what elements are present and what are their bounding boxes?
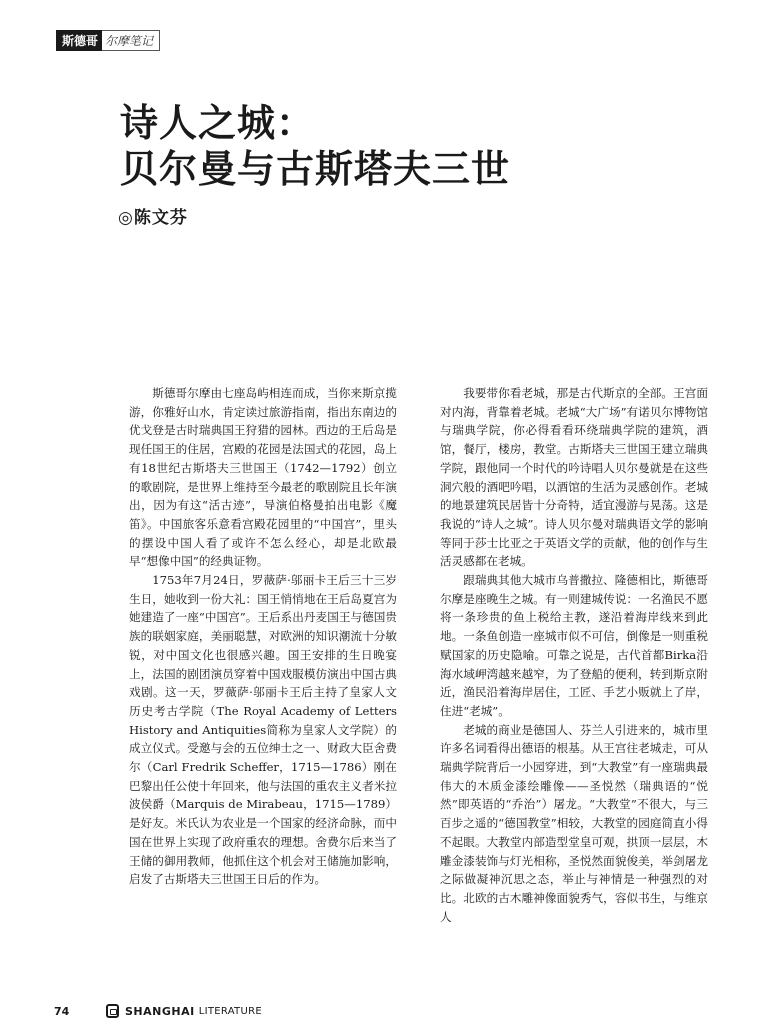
article-title-line-1: 诗人之城： <box>120 100 316 145</box>
journal-logo-icon <box>106 1004 119 1018</box>
page-footer <box>54 1001 354 1021</box>
section-label-light: 尔摩笔记 <box>102 30 160 51</box>
paragraph: 跟瑞典其他大城市乌普撒拉、隆德相比，斯德哥尔摩是座晚生之城。有一则建城传说：一名渔民不愿将一条珍贵的鱼上税给主教，遂沿着海岸线来到此地。一条鱼创造一座城市似不可信，倒像是一则重税赋国家的历史隐喻。可靠之说是，古代首都Birka沿海水域岬湾越来越窄，为了登船的便利，转到斯京附近，渔民沿着海岸居住，工匠、手艺小贩就上了岸，住进“老城”。 <box>440 573 708 718</box>
paragraph: 斯德哥尔摩由七座岛屿相连而成，当你来斯京揽游，你雅好山水，肯定读过旅游指南，指出东南边的优戈登是古时瑞典国王狩猎的园林。西边的王后岛是现任国王的住居，宫殿的花园是法国式的花园，岛上有18世纪古斯塔夫三世国王（1742—1792）创立的歌剧院，是世界上维持至今最老的歌剧院且长年演出，因为有这“活古迹”，导演伯格曼拍出电影《魔笛》。中国旅客乐意看宫殿花园里的“中国宫”，里头的摆设中国人看了或许不怎么经心，却是北欧最早“想像中国”的经典证物。 <box>129 386 397 569</box>
article-title-line-2: 贝尔曼与古斯塔夫三世 <box>120 146 511 191</box>
section-header <box>56 30 160 50</box>
paragraph: 1753年7月24日，罗薇萨·邬丽卡王后三十三岁生日，她收到一份大礼：国王悄悄地在王后岛夏宫为她建造了一座“中国宫”。王后系出丹麦国王与德国贵族的联姻家庭，美丽聪慧，对欧洲的知识潮流十分敏锐，对中国文化也很感兴趣。国王安排的生日晚宴上，法国的剧团演员穿着中国戏服模仿演出中国古典戏剧。这一天，罗薇萨·邬丽卡王后主持了皇家人文历史考古学院（The Royal Academy of Letters History and Antiquities简称为皇家人文学院）的成立仪式。受邀与会的五位绅士之一、财政大臣舍费尔（Carl Fredrik Scheffer，1715—1786）刚在巴黎出任公使十年回来，他与法国的重农主义者米拉波侯爵（Marquis de Mirabeau，1715—1789）是好友。米氏认为农业是一个国家的经济命脉，而中国在世界上实现了政府重农的理想。舍费尔后来当了王储的御用教师，他抓住这个机会对王储施加影响，启发了古斯塔夫三世国王日后的作为。 <box>129 573 397 887</box>
article-author: ◎陈文芬 <box>118 208 188 228</box>
article-title <box>120 100 510 192</box>
paragraph: 我要带你看老城，那是古代斯京的全部。王宫面对内海，背靠着老城。老城“大广场”有诺贝尔博物馆与瑞典学院，你必得看看环绕瑞典学院的建筑，酒馆，餐厅，楼房，教堂。古斯塔夫三世国王建立瑞典学院，跟他同一个时代的吟诗唱人贝尔曼就是在这些洞穴般的酒吧吟唱，以酒馆的生活为灵感创作。老城的地景建筑民居皆十分奇特，适宜漫游与晃荡。这是我说的“诗人之城”。诗人贝尔曼对瑞典语文学的影响等同于莎士比亚之于英语文学的贡献，他的创作与生活灵感都在老城。 <box>440 386 708 569</box>
paragraph: 老城的商业是德国人、芬兰人引进来的，城市里许多名词看得出德语的根基。从王宫往老城走，可从瑞典学院背后一小园穿进，到“大教堂”有一座瑞典最伟大的木质金漆绘雕像——圣悦然（瑞典语的“悦然”即英语的“乔治”）屠龙。“大教堂”不很大，与三百步之遥的“德国教堂”相较，大教堂的园庭简直小得不起眼。大教堂内部造型堂皇可观，拱顶一层层，木雕金漆装饰与灯光相称，圣悦然面貌俊美，举剑屠龙之际做凝神沉思之态，举止与神情是一种强烈的对比。北欧的古木雕神像面貌秀气，容似书生，与维京人 <box>440 722 708 924</box>
page-number: 74 <box>54 1004 70 1018</box>
body-column-left <box>129 384 397 889</box>
body-column-right <box>440 384 708 926</box>
journal-name-light: LITERATURE <box>198 1005 262 1017</box>
section-label-dark: 斯德哥 <box>56 30 102 51</box>
journal-name-bold: SHANGHAI <box>125 1004 195 1018</box>
